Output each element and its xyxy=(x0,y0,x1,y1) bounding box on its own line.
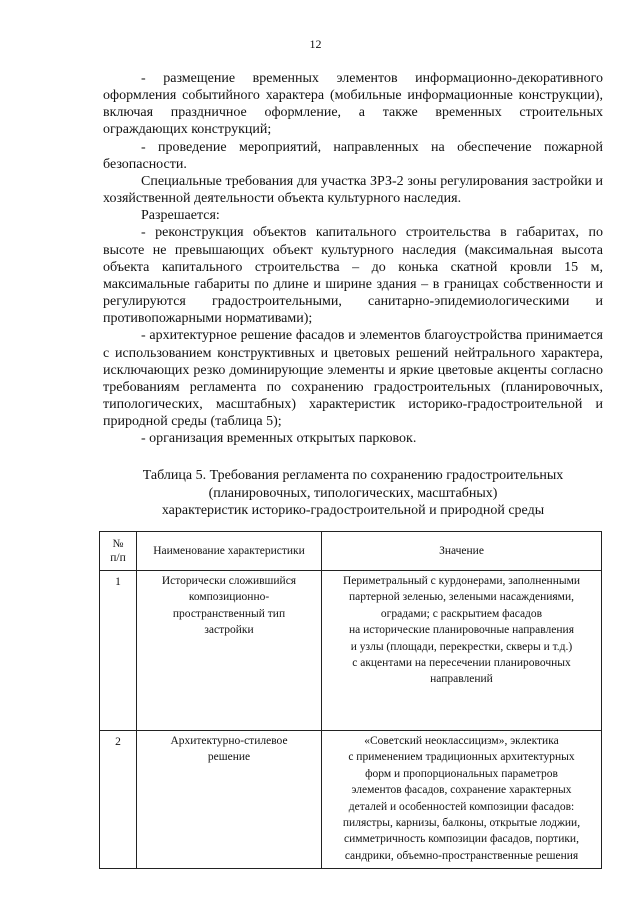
cell-line: и узлы (площади, перекрестки, скверы и т.д.) xyxy=(350,640,573,653)
cell-line: деталей и особенностей композиции фасадов: xyxy=(348,800,575,813)
paragraph-facade-solution: - архитектурное решение фасадов и элементов благоустройства принимается с использованием конструктивных и цветовых решений нейтрального характера, исключающих резко доминирующие элементы и яркие цветовые акценты согласно требованиям регламента по сохранению градостроительных (планировочных, типологических, масштабных) характеристик историко-градостроительной и природной среды (таблица 5); xyxy=(103,328,603,430)
table-caption-line: характеристик историко-градостроительной и природной среды xyxy=(161,503,545,518)
characteristic-value xyxy=(322,571,601,692)
cell-line: Исторически сложившийся xyxy=(161,575,297,587)
cell-line: элементов фасадов, сохранение характерных xyxy=(351,784,572,797)
row-number-cell xyxy=(100,571,137,731)
cell-line: Периметральный с курдонерами, заполненными xyxy=(342,575,581,587)
paragraph-parking: - организация временных открытых парковок. xyxy=(141,431,417,447)
row-number: 1 xyxy=(115,576,121,588)
header-characteristic-name: Наименование характеристики xyxy=(137,532,322,571)
paragraph-special-requirements: Специальные требования для участка ЗРЗ-2 зоны регулирования застройки и хозяйственной деятельности объекта культурного наследия. xyxy=(103,173,603,207)
table-header-row xyxy=(100,532,602,571)
cell-line: партерной зеленью, зелеными насаждениями, xyxy=(349,591,574,604)
cell-line: «Советский неоклассицизм», эклектика xyxy=(364,735,559,747)
characteristic-name xyxy=(137,731,321,770)
characteristic-name-cell xyxy=(137,731,322,869)
characteristic-name-cell xyxy=(137,571,322,731)
header-number xyxy=(100,532,137,571)
cell-line: сандрики, объемно-пространственные решения xyxy=(344,849,579,862)
cell-line: на исторические планировочные направления xyxy=(348,624,574,637)
table-caption-line: Таблица 5. Требования регламента по сохранению градостроительных xyxy=(142,468,564,483)
cell-line: симметричность композиции фасадов, портики, xyxy=(344,833,579,846)
cell-line: форм и пропорциональных параметров xyxy=(365,767,558,780)
paragraph-fire-safety: - проведение мероприятий, направленных на обеспечение пожарной безопасности. xyxy=(103,139,603,172)
cell-line: композиционно- xyxy=(188,591,270,604)
header-number-abbr: п/п xyxy=(110,552,126,564)
characteristic-value-cell xyxy=(322,571,602,731)
cell-line: Архитектурно-стилевое xyxy=(170,735,288,747)
requirements-table xyxy=(99,531,602,869)
table-caption-line: (планировочных, типологических, масштабных) xyxy=(208,485,498,501)
characteristic-value-cell xyxy=(322,731,602,869)
cell-line: решение xyxy=(207,751,251,764)
row-number-cell xyxy=(100,731,137,869)
cell-line: направлений xyxy=(430,673,493,686)
header-value: Значение xyxy=(322,532,602,571)
cell-line: пилястры, карнизы, балконы, открытые лоджии, xyxy=(342,817,581,830)
characteristic-name xyxy=(137,571,321,643)
paragraph-temporary-decor: - размещение временных элементов информационно-декоративного оформления событийного характера (мобильные информационные конструкции), включая праздничное оформление, а также временных строительных ограждающих конструкций; xyxy=(103,71,603,138)
document-body xyxy=(103,70,603,447)
cell-line: с акцентами на пересечении планировочных xyxy=(352,657,571,670)
paragraph-allowed: Разрешается: xyxy=(141,208,220,224)
table-row xyxy=(100,731,602,869)
table-caption xyxy=(103,467,603,520)
row-number: 2 xyxy=(115,736,121,748)
table-row xyxy=(100,571,602,731)
cell-line: застройки xyxy=(204,624,254,637)
characteristic-value xyxy=(322,731,601,868)
cell-line: с применением традиционных архитектурных xyxy=(348,751,575,764)
header-number-symbol: № xyxy=(112,538,124,550)
paragraph-reconstruction: - реконструкция объектов капитального строительства в габаритах, по высоте не превышающих объект культурного наследия (максимальная высота объекта капитального строительства – до конька скатной кровли 15 м, максимальные габариты по длине и ширине здания – в границах собственности и регулируются градостроительными, санитарно-эпидемиологическими и противопожарными нормативами); xyxy=(103,225,603,327)
page-number: 12 xyxy=(309,37,322,51)
cell-line: пространственный тип xyxy=(172,607,286,620)
cell-line: оградами; с раскрытием фасадов xyxy=(380,607,543,620)
